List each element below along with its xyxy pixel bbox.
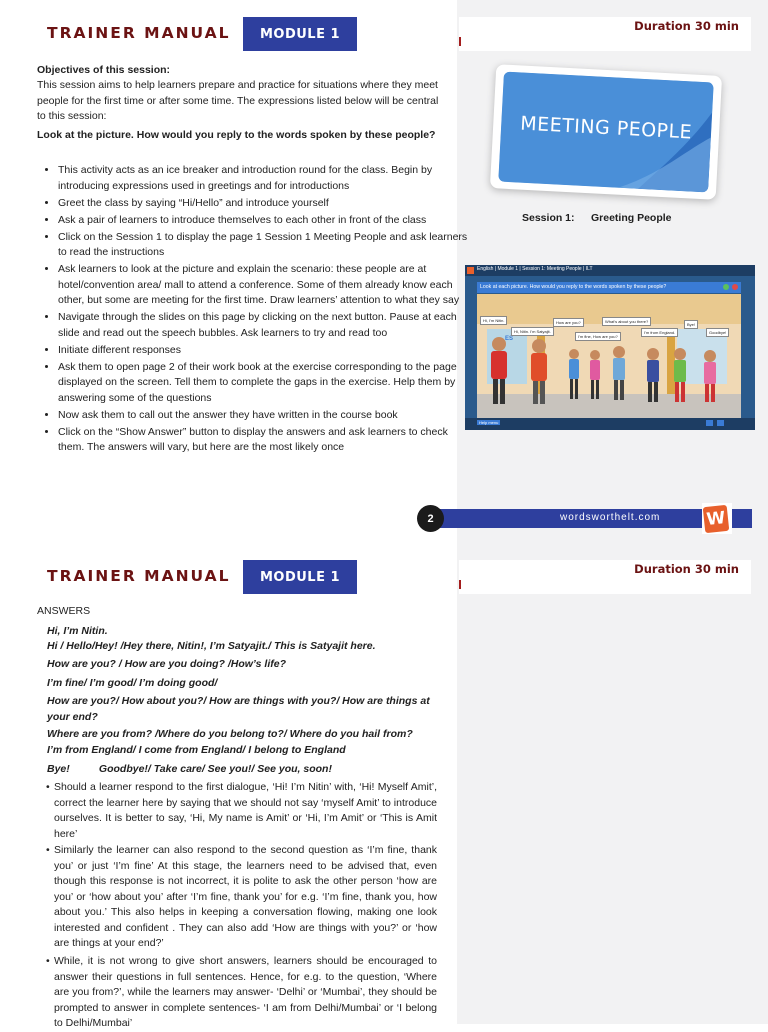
- module-badge: MODULE 1: [243, 560, 357, 594]
- list-item: • Ask them to open page 2 of their work book at the exercise corresponding to the page displayed on the screen. Tell them to complete the gaps in the exercise. Help them by answering some of the questions: [58, 360, 470, 407]
- speech-bubble: What's about you there?: [602, 317, 651, 326]
- speech-bubble: How are you?: [553, 318, 584, 327]
- answer-line: How are you? / How are you doing? /How’s life?: [47, 658, 286, 670]
- list-item: • Initiate different responses: [58, 343, 470, 359]
- list-item: • Ask a pair of learners to introduce themselves to each other in front of the class: [58, 213, 470, 229]
- next-button[interactable]: [717, 420, 724, 426]
- session-label: Session 1:: [522, 212, 575, 224]
- lesson-screenshot: [465, 265, 755, 430]
- answer-line: I’m fine/ I’m good/ I’m doing good/: [47, 677, 218, 689]
- duration-box: [459, 560, 751, 594]
- answer-line: Where are you from? /Where do you belong to?/ Where do you hail from?: [47, 728, 413, 740]
- duration-box: [459, 17, 751, 51]
- list-item: • Click on the Session 1 to display the page 1 Session 1 Meeting People and ask learners to read the instructions: [58, 230, 470, 261]
- screenshot-titlebar: [465, 265, 755, 276]
- guidance-paragraph: • While, it is not wrong to give short answers, learners should be encouraged to answer their questions in full sentences. Hence, for e.g. to the question, ‘Where are you from?’, while the learners may answer- ‘Delhi’ or ‘Mumbai’, they should be prompted to answer in complete sentences- ‘I am from Delhi/Mumbai’ or ‘I belong to Delhi/Mumbai’: [46, 955, 437, 1029]
- wordsworth-logo-icon: W: [703, 505, 730, 533]
- list-item: • Navigate through the slides on this page by clicking on the next button. Pause at each slide and read out the speech bubbles. Ask learners to try and read too: [58, 310, 470, 341]
- speech-bubble: I'm from England.: [641, 328, 678, 337]
- screenshot-footer: [465, 418, 755, 430]
- guidance-paragraph: • Similarly the learner can also respond to the second question as ‘I’m fine, thank you’ or just ‘I’m fine’ At this stage, the learners need to be advised that, even though this response is not incorrect, it is polite to ask the other person ‘how are you’ or ‘how about you’ after ‘I’m fine, thank you’ for e.g. ‘I’m fine, thank you, how about you.’ This also helps in keeping a conversation flowing, making one look interested and confident . They can also add ‘How are things with you?’ or ‘how are things at your end?’: [46, 844, 437, 949]
- prev-button[interactable]: [706, 420, 713, 426]
- mall-scene-illustration: [477, 294, 741, 418]
- activity-prompt: Look at the picture. How would you reply to the words spoken by these people?: [37, 129, 436, 141]
- speech-bubble: Hi, Nitin. I'm Satyajit.: [511, 327, 554, 336]
- list-item: • Greet the class by saying “Hi/Hello” and introduce yourself: [58, 196, 470, 212]
- speech-bubble: Hi, I'm Nitin.: [480, 316, 507, 325]
- answers-heading: ANSWERS: [37, 605, 91, 617]
- list-item: • Now ask them to call out the answer they have written in the course book: [58, 408, 470, 424]
- session-card: [490, 64, 722, 200]
- close-icon[interactable]: [732, 284, 738, 290]
- duration-marker: [459, 580, 461, 589]
- objectives-heading: Objectives of this session:: [37, 64, 171, 76]
- next-icon[interactable]: [723, 284, 729, 290]
- duration-label: Duration 30 min: [634, 562, 739, 576]
- objectives-body: This session aims to help learners prepare and practice for situations where they meet people for the first time or after some time. The expressions listed below will be central to this session:: [37, 79, 439, 122]
- speech-bubble: Goodbye!: [706, 328, 729, 337]
- website-url[interactable]: wordsworthelt.com: [560, 512, 661, 523]
- answer-line: Hi, I’m Nitin.: [47, 625, 108, 637]
- screenshot-header: English | Module 1 | Session 1: Meeting People | ILT: [477, 266, 593, 272]
- instruction-text: Look at each picture. How would you reply to the words spoken by these people?: [480, 284, 667, 290]
- list-item: • Click on the “Show Answer” button to display the answers and ask learners to check them. The answers will vary, but here are the most likely once: [58, 425, 470, 456]
- card-title: MEETING PEOPLE: [519, 112, 693, 144]
- page-number-badge: 2: [417, 505, 444, 532]
- guidance-paragraph: • Should a learner respond to the first dialogue, ‘Hi! I’m Nitin’ with, ‘Hi! Myself Amit’, correct the learner here by saying that we should not say ‘myself Amit’ to introduce ourselves. It is better to say, ‘Hi, My name is Amit’ or ‘Hi, I’m Amit’ or ‘This is Amit here’: [46, 781, 437, 840]
- session-card-face: [498, 72, 713, 193]
- instruction-banner: [477, 282, 741, 293]
- store-sign: ES: [505, 336, 514, 342]
- speech-bubble: I'm fine, How are you?: [575, 332, 621, 341]
- duration-label: Duration 30 min: [634, 19, 739, 33]
- answer-line: How are you?/ How about you?/ How are things with you?/ How are things at your end?: [47, 695, 430, 723]
- answer-line: Hi / Hello/Hey! /Hey there, Nitin!, I’m Satyajit./ This is Satyajit here.: [47, 640, 376, 652]
- trainer-manual-title: TRAINER MANUAL: [47, 24, 231, 42]
- duration-marker: [459, 37, 461, 46]
- app-logo-icon: [467, 267, 474, 274]
- answer-line: Bye! Goodbye!/ Take care/ See you!/ See you, soon!: [47, 763, 332, 775]
- session-name: Greeting People: [591, 212, 672, 224]
- list-item: • Ask learners to look at the picture and explain the scenario: these people are at hotel/convention area/ mall to attend a conference. Some of them already know each other, but some are meeting for the first time. Draw learners’ attention to what they say: [58, 262, 470, 309]
- list-item: • This activity acts as an ice breaker and introduction round for the class. Begin by introducing expressions used in greetings and for introductions: [58, 163, 470, 194]
- module-badge: MODULE 1: [243, 17, 357, 51]
- help-button[interactable]: Help menu: [479, 420, 499, 425]
- answer-line: I’m from England/ I come from England/ I belong to England: [47, 744, 346, 756]
- instruction-list: [37, 163, 470, 457]
- trainer-manual-title: TRAINER MANUAL: [47, 567, 231, 585]
- speech-bubble: Bye!: [684, 320, 698, 329]
